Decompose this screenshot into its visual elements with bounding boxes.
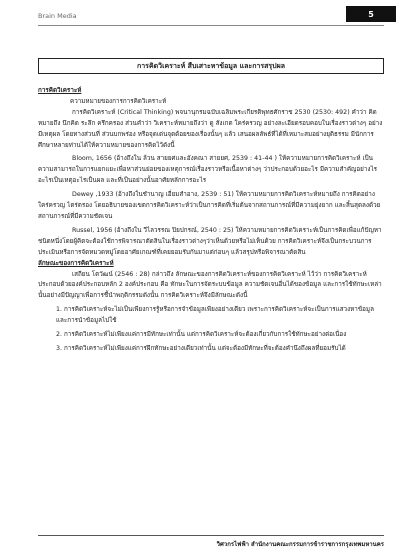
document-body: [38, 86, 384, 355]
section-heading: ลักษณะของการคิดวิเคราะห์: [38, 259, 114, 267]
list-item: 1. การคิดวิเคราะห์จะไม่เป็นเพียงการรู้หรือการจำข้อมูลเพียงอย่างเดียว เพราะการคิดวิเคราะห์จะเป็นการแสวงหาข้อมูลและการนำข้อมูลไปใช้: [56, 306, 374, 325]
paragraph: Russel, 1956 (อ้างถึงใน วีไลวรรณ ปิยปกรณ์, 2540 : 25) ให้ความหมายการคิดวิเคราะห์เป็นการคิดเพื่อแก้ปัญหาชนิดหนึ่งโดยผู้คิดจะต้องใช้การพิจารณาตัดสินในเรื่องราวต่างๆว่าเห็นด้วยหรือไม่เห็นด้วย การคิดวิเคราะห์จึงเป็นกระบวนการประเมินหรือการจัดหมวดหมู่โดยอาศัยเกณฑ์ที่เคยยอมรับกันมาแต่ก่อนๆ แล้วสรุปหรือพิจารณาตัดสิน: [38, 226, 382, 256]
paragraph: Bloom, 1656 (อ้างถึงใน ล้วน สายยศและอังคณา สายยศ, 2539 : 41-44 ) ให้ความหมายการคิดวิเคราะห์ เป็นความสามารถในการแยกแยะเพื่อหาส่วนย่อยของเหตุการณ์เรื่องราวหรือเนื้อหาต่างๆ ว่าประกอบด้วยอะไร มีความสำคัญอย่างไร อะไรเป็นเหตุอะไรเป็นผล และที่เป็นอย่างนั้นอาศัยหลักการอะไร: [38, 155, 378, 185]
section-heading: การคิดวิเคราะห์: [38, 87, 82, 94]
paragraph: การคิดวิเคราะห์ (Critical Thinking) พจนานุกรมฉบับเฉลิมพระเกียรติพุทธศักราช 2530 (2530: 492) คำว่า คิดหมายถึง นึกคิด ระลึก ครึกครอง ส่วนคำว่า วิเคราะห์หมายถึงว่า ดู สังเกต ใคร่ครวญ อย่างละเอียดรอบคอบในเรื่องราวต่างๆ อย่างมีเหตุผล โดยทางส่วนที่ ส่วนบกพร่อง หรือจุดเด่นจุดด้อยของเรื่องนั้นๆ แล้ว เสนอผลลัพธ์ที่ได้ที่เหมาะสมอย่างยุติธรรม มีนักการศึกษาหลายท่านได้ให้ความหมายของการคิดไว้ดังนี้: [38, 108, 383, 149]
header-rule: [38, 25, 384, 26]
section-title-box: การคิดวิเคราะห์ สืบเสาะหาข้อมูล และการสรุปผล: [38, 58, 384, 74]
page-number-tab: 5: [346, 6, 396, 22]
paragraph: เสถียน โตวัฒน์ (2546 : 28) กล่าวถึง ลักษณะของการคิดวิเคราะห์ของการคิดวิเคราะห์ ไว้ว่า การคิดวิเคราะห์ประกอบด้วยองค์ประกอบหลัก 2 องค์ประกอบ คือ ทักษะในการจัดระบบข้อมูล ความชัดเจนอื่นได้ของข้อมูล และการใช้ทักษะเหล่านั้นอย่างมีปัญญาเพื่อการชี้นำพฤติกรรมดังนั้น การคิดวิเคราะห์จึงมีลักษณะดังนี้: [38, 270, 382, 300]
list-item: 3. การคิดวิเคราะห์ไม่เพียงแค่การฝึกทักษะอย่างเดียวเท่านั้น แต่จะต้องมีทักษะที่จะต้องคำนึงถึงผลที่ยอมรับได้: [56, 344, 346, 352]
paragraph: Dewey ,1933 (อ้างถึงในชำนาญ เอี่ยมสำอาง, 2539 : 51) ให้ความหมายการคิดวิเคราะห์หมายถึง การคิดอย่างใคร่ครวญ ไตร่ตรอง โดยอธิบายของเขตการคิดวิเคราะห์ว่าเป็นการคิดที่เริ่มต้นจากสถานการณ์ที่มีความยุ่งยาก และสิ้นสุดลงด้วยสถานการณ์ที่มีความชัดเจน: [38, 191, 381, 220]
footer-rule: [38, 535, 384, 536]
list-item: 2. การคิดวิเคราะห์ไม่เพียงแค่การมีทักษะเท่านั้น แต่การคิดวิเคราะห์จะต้องเกี่ยวกับการใช้ทักษะอย่างต่อเนื่อง: [56, 331, 347, 339]
footer-text: วิศวกรไฟฟ้า สำนักงานคณะกรรมการข้าราชการกรุงเทพมหานคร: [216, 541, 384, 548]
subheading: ความหมายของการการคิดวิเคราะห์: [70, 97, 167, 105]
header-publisher: Brain Media: [38, 12, 77, 20]
